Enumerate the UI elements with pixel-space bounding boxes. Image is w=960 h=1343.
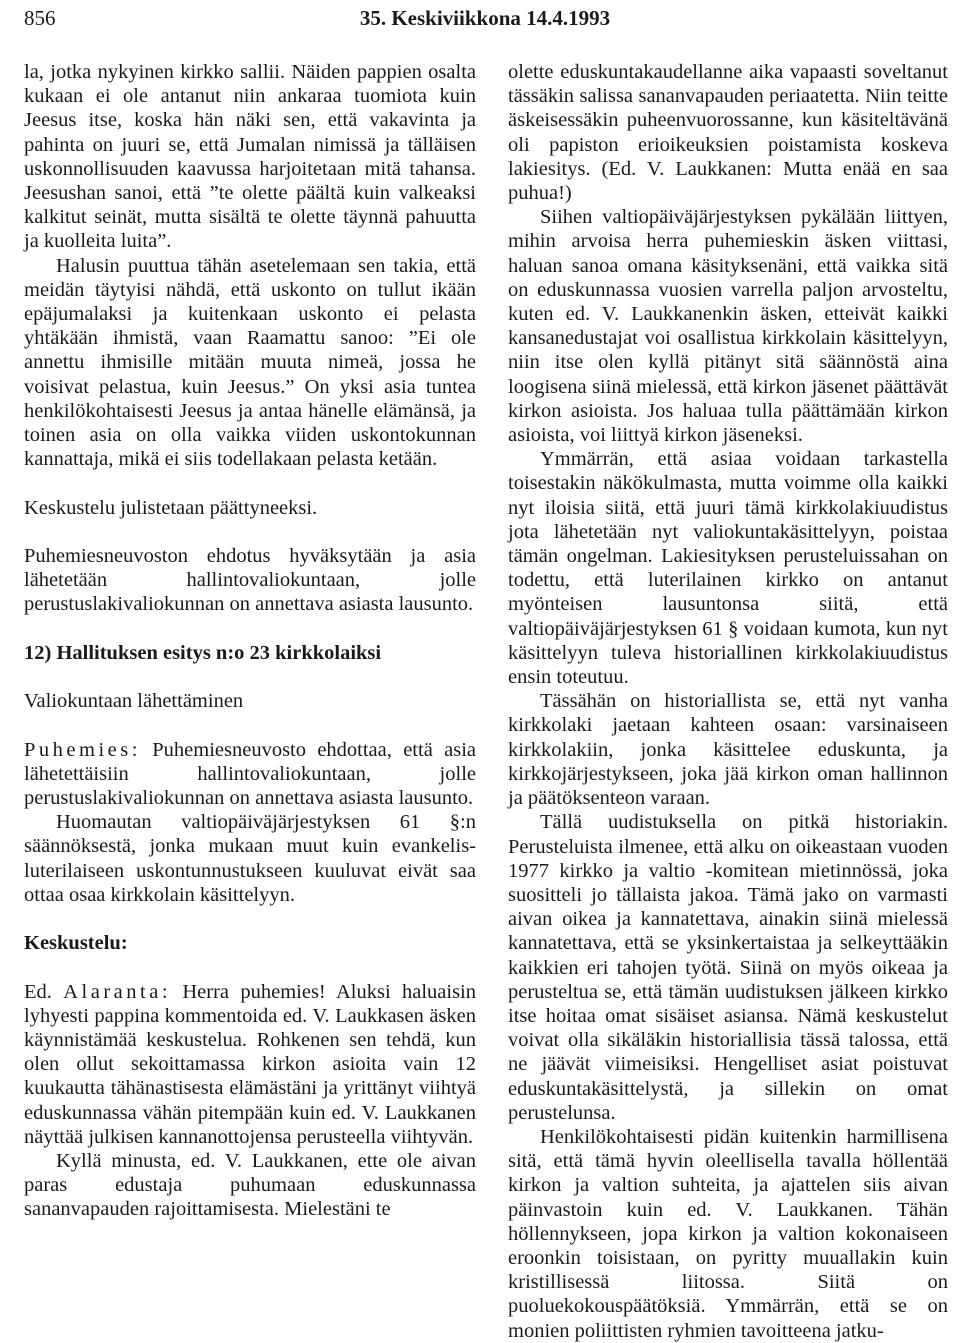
- paragraph: Tässähän on historiallista se, että nyt vanha kirkkolaki jaetaan kahteen osaan: varsinaiseen kirkkolakiin, jonka käsittelee eduskunta, ja kirkkojärjestykseen, joka jää kirkon oman hallinnon ja päätöksenteon varaan.: [508, 690, 948, 810]
- right-column: [508, 60, 948, 1343]
- page-header: [24, 6, 946, 36]
- paragraph: Huomautan valtiopäiväjärjestyksen 61 §:n säännöksestä, jonka mukaan muut kuin evankelis-luterilaiseen uskontunnustukseen kuuluvat eivät saa ottaa osaa kirkkolain käsittelyyn.: [24, 811, 476, 906]
- paragraph: Kyllä minusta, ed. V. Laukkanen, ette ole aivan paras edustaja puhumaan eduskunnassa sananvapauden rajoittamisesta. Mielestäni te: [24, 1150, 476, 1221]
- speech-paragraph: [24, 980, 476, 1149]
- session-title: 35. Keskiviikkona 14.4.1993: [359, 6, 611, 30]
- agenda-item-subtitle: Valiokuntaan lähettäminen: [24, 690, 244, 713]
- paragraph: Ymmärrän, että asiaa voidaan tarkastella toisestakin näkökulmasta, mutta voimme olla kaikki nyt iloisia siitä, että juuri tämä kirkkolakiuudistus jota lähetetään nyt valiokuntakäsittelyyn, poistaa tämän ongelman. Lakiesityksen perusteluissahan on todettu, että luterilainen kirkko on antanut myönteisen lausuntonsa siitä, että valtiopäiväjärjestyksen 61 § voidaan kumota, kun nyt käsittelyyn tuleva historiallinen kirkkolakiuudistus ensin toteutuu.: [508, 448, 948, 689]
- speaker-prefix: Ed.: [24, 980, 64, 1003]
- paragraph: Siihen valtiopäiväjärjestyksen pykälään liittyen, mihin arvoisa herra puhemieskin äsken viittasi, haluan sanoa omana käsityksenäni, että vaikka sitä on eduskunnassa vuosien varrella paljon arvosteltu, kuten ed. V. Laukkanenkin äsken, etteivät kaikki kansanedustajat voi osallistua kirkkolain käsittelyyn, niin itse olen kyllä pitänyt sitä säännöstä aina loogisena siinä mielessä, että kirkon jäsenet päättävät kirkon asioista. Jos haluaa tulla päättämään kirkon asioista, voi liittyä kirkon jäseneksi.: [508, 206, 948, 447]
- agenda-item-title: 12) Hallituksen esitys n:o 23 kirkkolaiksi: [24, 641, 382, 664]
- speech-text: Herra puhemies! Aluksi haluaisin lyhyesti pappina kommentoida ed. V. Laukkasen äsken käynnistämää keskustelua. Rohkenen sen tehdä, kun olen ollut sekoittamassa kirkon asioita vain 12 kuukautta tähänastisesta elämästäni ja yrittänyt viihtyä eduskunnassa vähän pitempään kuin ed. V. Laukkanen näyttää julkisen kannanottojensa perusteella viihtyvän.: [24, 980, 476, 1148]
- paragraph: olette eduskuntakaudellanne aika vapaasti soveltanut tässäkin salissa sananvapauden periaatetta. Niin teitte äskeisessäkin puheenvuorossanne, kun käsiteltävänä oli papiston erioikeuksien poistamista koskeva lakiesitys. (Ed. V. Laukkanen: Mutta enää en saa puhua!): [508, 61, 948, 205]
- speaker-label: Puhemies:: [24, 738, 141, 761]
- statement-text: Puhemiesneuvosto ehdottaa, että asia lähetettäisiin hallintovaliokuntaan, jolle perustuslakivaliokunnan on annettava asiasta lausunto.: [24, 738, 476, 810]
- chair-statement: [24, 738, 476, 811]
- paragraph: Halusin puuttua tähän asetelemaan sen takia, että meidän täytyisi nähdä, että uskonto on tullut ikään epäjumalaksi ja kuitenkaan uskonto ei pelasta yhtäkään ihmistä, vaan Raamattu sanoo: ”Ei ole annettu ihmisille mitään muuta nimeä, jossa he voisivat pelastua, kuin Jeesus.” On yksi asia tuntea henkilökohtaisesti Jeesus ja antaa hänelle elämänsä, ja toinen asia on olla vaikka viiden uskontokunnan kannattaja, mikä ei siis todellakaan pelasta ketään.: [24, 254, 476, 471]
- decision-text: Puhemiesneuvoston ehdotus hyväksytään ja asia lähetetään hallintovaliokuntaan, jolle perustuslakivaliokunnan on annettava asiasta lausunto.: [24, 545, 476, 616]
- speaker-name: Alaranta:: [63, 980, 172, 1003]
- paragraph: Henkilökohtaisesti pidän kuitenkin harmillisena sitä, että tämä hyvin oleellisella tavalla höllentää kirkon ja valtion suhteita, ja ajattelen siis aivan päinvastoin kuin ed. V. Laukkanen. Tähän höllennykseen, jopa kirkon ja valtion kokonaiseen eroonkin toisistaan, on pyritty muuallakin kuin kristillisessä liitossa. Siitä on puoluekokouspäätöksiä. Ymmärrän, että se on monien poliittisten ryhmien tavoitteena jatku-: [508, 1125, 948, 1342]
- discussion-closed-note: Keskustelu julistetaan päättyneeksi.: [24, 496, 318, 519]
- left-column: [24, 60, 476, 1222]
- paragraph: Tällä uudistuksella on pitkä historiakin. Perusteluista ilmenee, että alku on oikeastaan vuoden 1977 kirkko ja valtio -komitean mietinnössä, joka suositteli jo tällaista jakoa. Tämä jako on varmasti aivan oikea ja kannatettava, ainakin siinä mielessä kannatettava, että se yksinkertaistaa ja selkeyttääkin kaikkien eri tahojen työtä. Siinä on myös oikeaa ja perusteltua se, että tämän uudistuksen jälkeen kirkko itse hoitaa omat sisäiset asiansa. Nämä keskustelut voivat olla sikäläkin historiallisia tässä talossa, että ne jäävät viimeisiksi. Hengelliset asiat poistuvat eduskuntakäsittelystä, ja sillekin on omat perustelunsa.: [508, 811, 948, 1124]
- page-number: 856: [24, 6, 56, 30]
- paragraph: la, jotka nykyinen kirkko sallii. Näiden pappien osalta kukaan ei ole antanut niin ankaraa tuomiota kuin Jeesus itse, koska hän näki sen, että vakavinta ja pahinta on juuri se, että Jumalan nimissä ja tälläisen uskonnollisuuden kaavussa harjoitetaan mitä tahansa. Jeesushan sanoi, että ”te olette päältä kuin valkeaksi kalkitut seinät, mutta sisältä te olette täynnä pahuutta ja kuolleita luita”.: [24, 61, 476, 253]
- discussion-heading: Keskustelu:: [24, 932, 128, 955]
